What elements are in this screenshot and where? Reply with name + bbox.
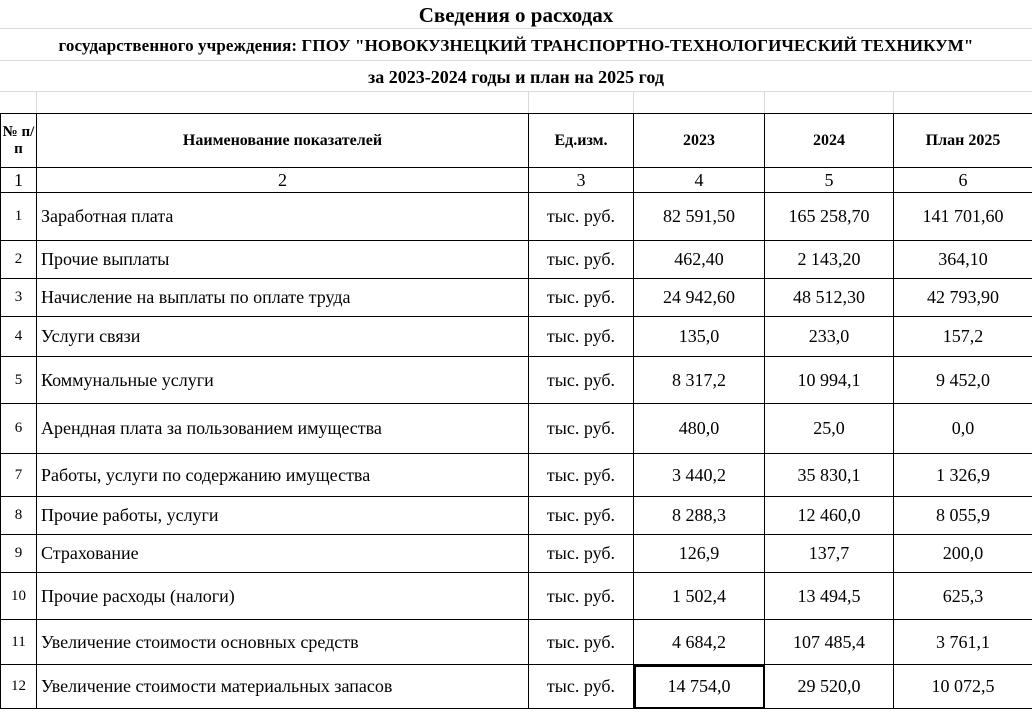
indicator-name-cell[interactable]: Заработная плата xyxy=(37,193,529,241)
value-plan-2025-cell[interactable]: 0,0 xyxy=(894,404,1032,454)
table-row xyxy=(1,497,1032,535)
unit-cell[interactable]: тыс. руб. xyxy=(529,193,634,241)
indicator-name-cell[interactable]: Начисление на выплаты по оплате труда xyxy=(37,279,529,317)
header-cell-name[interactable]: Наименование показателей xyxy=(37,114,529,168)
value-plan-2025-cell[interactable]: 9 452,0 xyxy=(894,357,1032,404)
value-2024-cell[interactable]: 12 460,0 xyxy=(765,497,894,535)
value-2023-cell[interactable]: 4 684,2 xyxy=(634,620,765,665)
row-number-cell[interactable]: 4 xyxy=(1,317,37,357)
value-2023-cell[interactable]: 82 591,50 xyxy=(634,193,765,241)
gridline xyxy=(893,91,894,113)
row-number-cell[interactable]: 10 xyxy=(1,573,37,620)
table-row xyxy=(1,241,1032,279)
table-row xyxy=(1,193,1032,241)
value-plan-2025-cell[interactable]: 364,10 xyxy=(894,241,1032,279)
table-row xyxy=(1,573,1032,620)
value-plan-2025-cell[interactable]: 3 761,1 xyxy=(894,620,1032,665)
table-row xyxy=(1,404,1032,454)
unit-cell[interactable]: тыс. руб. xyxy=(529,404,634,454)
gridline xyxy=(528,91,529,113)
table-row xyxy=(1,665,1032,709)
indicator-name-cell[interactable]: Увеличение стоимости основных средств xyxy=(37,620,529,665)
expenses-table xyxy=(0,113,1032,709)
table-row xyxy=(1,357,1032,404)
value-2023-cell[interactable]: 126,9 xyxy=(634,535,765,573)
row-number-cell[interactable]: 1 xyxy=(1,193,37,241)
unit-cell[interactable]: тыс. руб. xyxy=(529,279,634,317)
column-number-cell[interactable]: 3 xyxy=(529,168,634,193)
gridline xyxy=(633,91,634,113)
page-title: Сведения о расходах xyxy=(418,3,614,27)
row-number-cell[interactable]: 12 xyxy=(1,665,37,709)
header-cell-2023[interactable]: 2023 xyxy=(634,114,765,168)
unit-cell[interactable]: тыс. руб. xyxy=(529,535,634,573)
indicator-name-cell[interactable]: Работы, услуги по содержанию имущества xyxy=(37,454,529,497)
value-2024-cell[interactable]: 29 520,0 xyxy=(765,665,894,709)
value-2024-cell[interactable]: 2 143,20 xyxy=(765,241,894,279)
value-2023-cell[interactable]: 480,0 xyxy=(634,404,765,454)
value-plan-2025-cell[interactable]: 200,0 xyxy=(894,535,1032,573)
value-2024-cell[interactable]: 10 994,1 xyxy=(765,357,894,404)
row-number-cell[interactable]: 9 xyxy=(1,535,37,573)
value-plan-2025-cell[interactable]: 1 326,9 xyxy=(894,454,1032,497)
unit-cell[interactable]: тыс. руб. xyxy=(529,620,634,665)
column-number-cell[interactable]: 4 xyxy=(634,168,765,193)
value-plan-2025-cell[interactable]: 157,2 xyxy=(894,317,1032,357)
value-2023-cell-selected[interactable]: 14 754,0 xyxy=(634,665,765,709)
value-2023-cell[interactable]: 8 317,2 xyxy=(634,357,765,404)
table-row xyxy=(1,454,1032,497)
row-number-cell[interactable]: 5 xyxy=(1,357,37,404)
unit-cell[interactable]: тыс. руб. xyxy=(529,573,634,620)
value-2024-cell[interactable]: 137,7 xyxy=(765,535,894,573)
value-2023-cell[interactable]: 24 942,60 xyxy=(634,279,765,317)
header-cell-unit[interactable]: Ед.изм. xyxy=(529,114,634,168)
unit-cell[interactable]: тыс. руб. xyxy=(529,317,634,357)
indicator-name-cell[interactable]: Прочие выплаты xyxy=(37,241,529,279)
column-number-cell[interactable]: 5 xyxy=(765,168,894,193)
indicator-name-cell[interactable]: Прочие работы, услуги xyxy=(37,497,529,535)
value-plan-2025-cell[interactable]: 141 701,60 xyxy=(894,193,1032,241)
column-number-cell[interactable]: 6 xyxy=(894,168,1032,193)
header-cell-plan-2025[interactable]: План 2025 xyxy=(894,114,1032,168)
unit-cell[interactable]: тыс. руб. xyxy=(529,454,634,497)
value-2024-cell[interactable]: 48 512,30 xyxy=(765,279,894,317)
indicator-name-cell[interactable]: Страхование xyxy=(37,535,529,573)
header-cell-number[interactable]: № п/п xyxy=(1,114,37,168)
value-2023-cell[interactable]: 1 502,4 xyxy=(634,573,765,620)
unit-cell[interactable]: тыс. руб. xyxy=(529,357,634,404)
row-number-cell[interactable]: 2 xyxy=(1,241,37,279)
period-subtitle: за 2023-2024 годы и план на 2025 год xyxy=(368,67,664,87)
header-cell-2024[interactable]: 2024 xyxy=(765,114,894,168)
indicator-name-cell[interactable]: Коммунальные услуги xyxy=(37,357,529,404)
indicator-name-cell[interactable]: Услуги связи xyxy=(37,317,529,357)
table-row xyxy=(1,620,1032,665)
gridline xyxy=(36,91,37,113)
row-number-cell[interactable]: 3 xyxy=(1,279,37,317)
value-2024-cell[interactable]: 13 494,5 xyxy=(765,573,894,620)
row-number-cell[interactable]: 8 xyxy=(1,497,37,535)
value-2023-cell[interactable]: 3 440,2 xyxy=(634,454,765,497)
value-2024-cell[interactable]: 25,0 xyxy=(765,404,894,454)
value-2024-cell[interactable]: 165 258,70 xyxy=(765,193,894,241)
unit-cell[interactable]: тыс. руб. xyxy=(529,241,634,279)
row-number-cell[interactable]: 6 xyxy=(1,404,37,454)
table-row xyxy=(1,535,1032,573)
value-2023-cell[interactable]: 462,40 xyxy=(634,241,765,279)
unit-cell[interactable]: тыс. руб. xyxy=(529,665,634,709)
value-2024-cell[interactable]: 35 830,1 xyxy=(765,454,894,497)
value-plan-2025-cell[interactable]: 10 072,5 xyxy=(894,665,1032,709)
indicator-name-cell[interactable]: Увеличение стоимости материальных запасов xyxy=(37,665,529,709)
value-plan-2025-cell[interactable]: 8 055,9 xyxy=(894,497,1032,535)
indicator-name-cell[interactable]: Прочие расходы (налоги) xyxy=(37,573,529,620)
value-2024-cell[interactable]: 233,0 xyxy=(765,317,894,357)
value-plan-2025-cell[interactable]: 625,3 xyxy=(894,573,1032,620)
row-number-cell[interactable]: 7 xyxy=(1,454,37,497)
value-2023-cell[interactable]: 8 288,3 xyxy=(634,497,765,535)
value-plan-2025-cell[interactable]: 42 793,90 xyxy=(894,279,1032,317)
gridline xyxy=(764,91,765,113)
value-2024-cell[interactable]: 107 485,4 xyxy=(765,620,894,665)
unit-cell[interactable]: тыс. руб. xyxy=(529,497,634,535)
value-2023-cell[interactable]: 135,0 xyxy=(634,317,765,357)
institution-subtitle: государственного учреждения: ГПОУ "НОВОКУЗНЕЦКИЙ ТРАНСПОРТНО-ТЕХНОЛОГИЧЕСКИЙ ТЕХНИКУМ" xyxy=(58,36,974,55)
column-number-cell[interactable]: 1 xyxy=(1,168,37,193)
table-row xyxy=(1,279,1032,317)
column-number-cell[interactable]: 2 xyxy=(37,168,529,193)
table-row xyxy=(1,317,1032,357)
gridline xyxy=(0,91,1032,92)
row-number-cell[interactable]: 11 xyxy=(1,620,37,665)
gridline xyxy=(0,28,1032,29)
gridline xyxy=(0,60,1032,61)
indicator-name-cell[interactable]: Арендная плата за пользованием имущества xyxy=(37,404,529,454)
